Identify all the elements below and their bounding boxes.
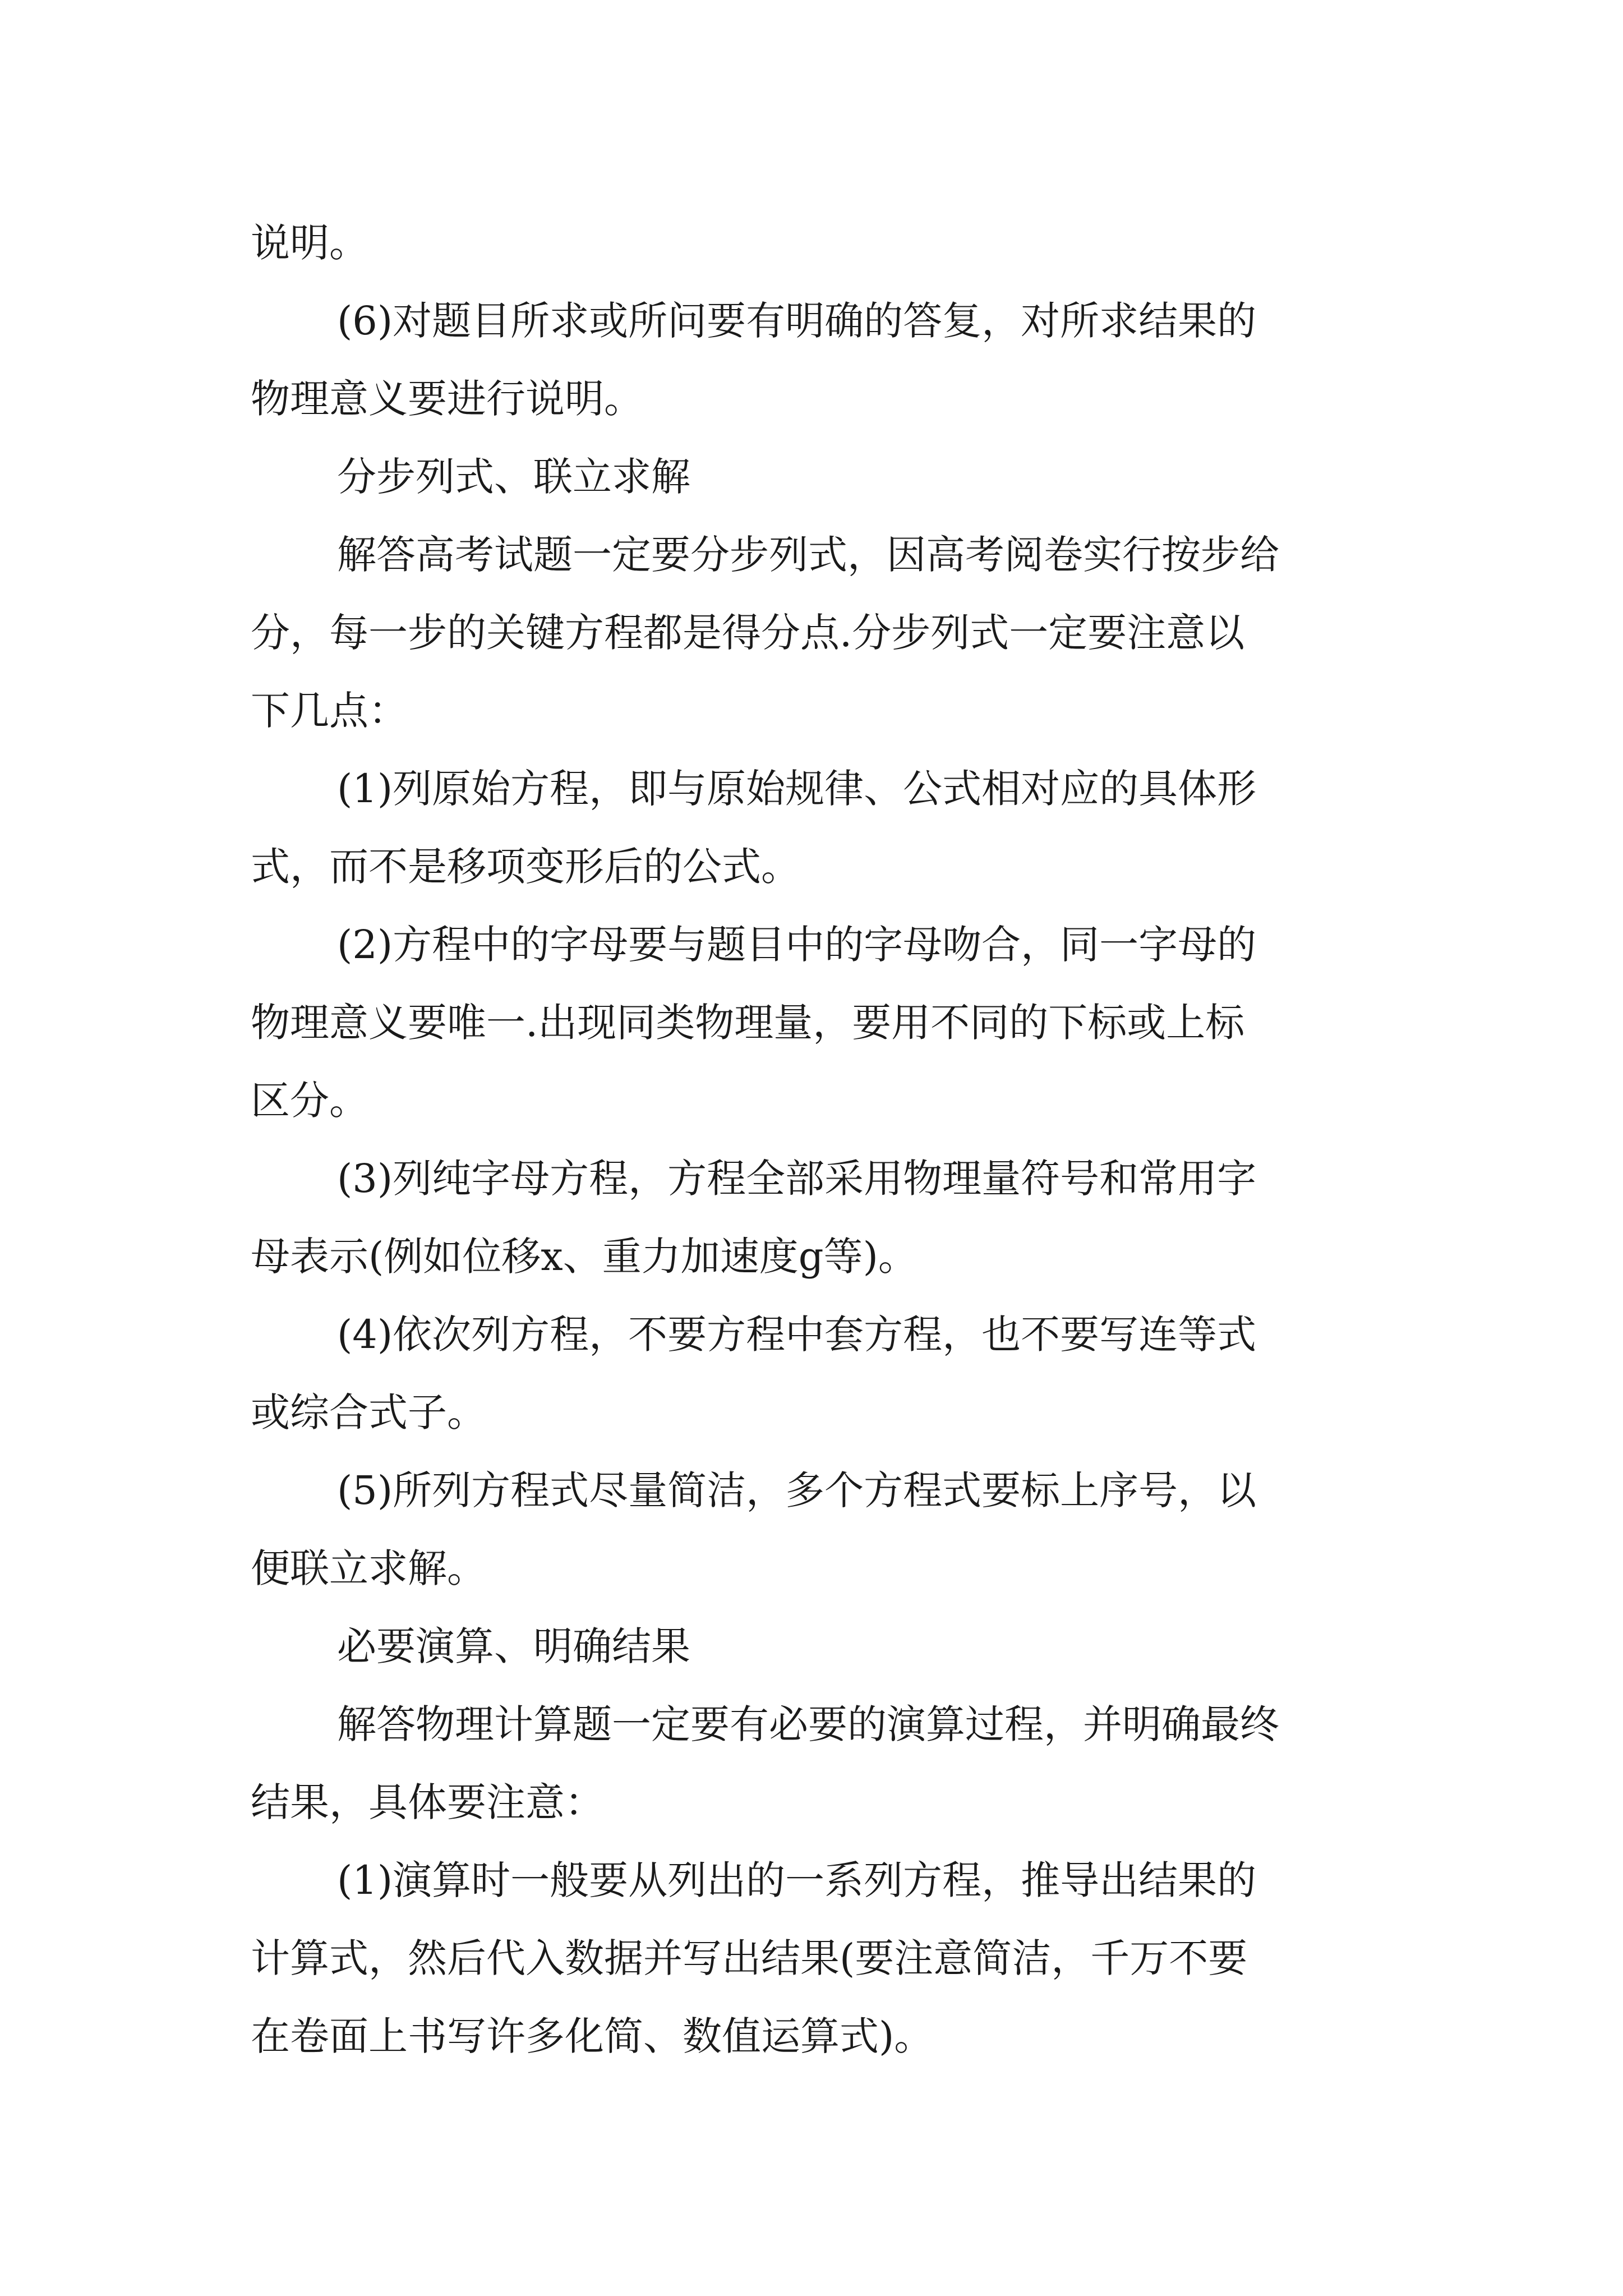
text-line: 物理意义要唯一.出现同类物理量，要用不同的下标或上标 (251, 1000, 1245, 1046)
text-line: 在卷面上书写许多化简、数值运算式)。 (251, 2013, 934, 2059)
text-line: 计算式，然后代入数据并写出结果(要注意简洁，千万不要 (251, 1935, 1248, 1981)
section-heading: 分步列式、联立求解 (337, 454, 690, 500)
text-line: (1)演算时一般要从列出的一系列方程，推导出结果的 (337, 1857, 1257, 1903)
text-line: 分，每一步的关键方程都是得分点.分步列式一定要注意以 (251, 610, 1245, 656)
text-line: 物理意义要进行说明。 (251, 376, 643, 422)
text-line: (1)列原始方程，即与原始规律、公式相对应的具体形 (337, 766, 1257, 812)
text-line: 说明。 (251, 220, 368, 266)
text-line: (4)依次列方程，不要方程中套方程，也不要写连等式 (337, 1312, 1257, 1358)
text-line: 母表示(例如位移x、重力加速度g等)。 (251, 1234, 917, 1280)
section-heading: 必要演算、明确结果 (337, 1623, 690, 1669)
text-line: 或综合式子。 (251, 1389, 486, 1435)
text-line: 式，而不是移项变形后的公式。 (251, 844, 800, 890)
text-line: 解答高考试题一定要分步列式，因高考阅卷实行按步给 (337, 532, 1279, 578)
text-line: (3)列纯字母方程，方程全部采用物理量符号和常用字 (337, 1156, 1257, 1202)
text-line: (5)所列方程式尽量简洁，多个方程式要标上序号，以 (337, 1467, 1257, 1513)
text-line: 解答物理计算题一定要有必要的演算过程，并明确最终 (337, 1701, 1279, 1747)
text-line: 结果，具体要注意： (251, 1779, 604, 1825)
text-line: (6)对题目所求或所问要有明确的答复，对所求结果的 (337, 298, 1257, 344)
text-line: 区分。 (251, 1078, 368, 1124)
text-line: 便联立求解。 (251, 1545, 486, 1591)
text-line: 下几点： (251, 688, 408, 734)
text-line: (2)方程中的字母要与题目中的字母吻合，同一字母的 (337, 922, 1257, 968)
